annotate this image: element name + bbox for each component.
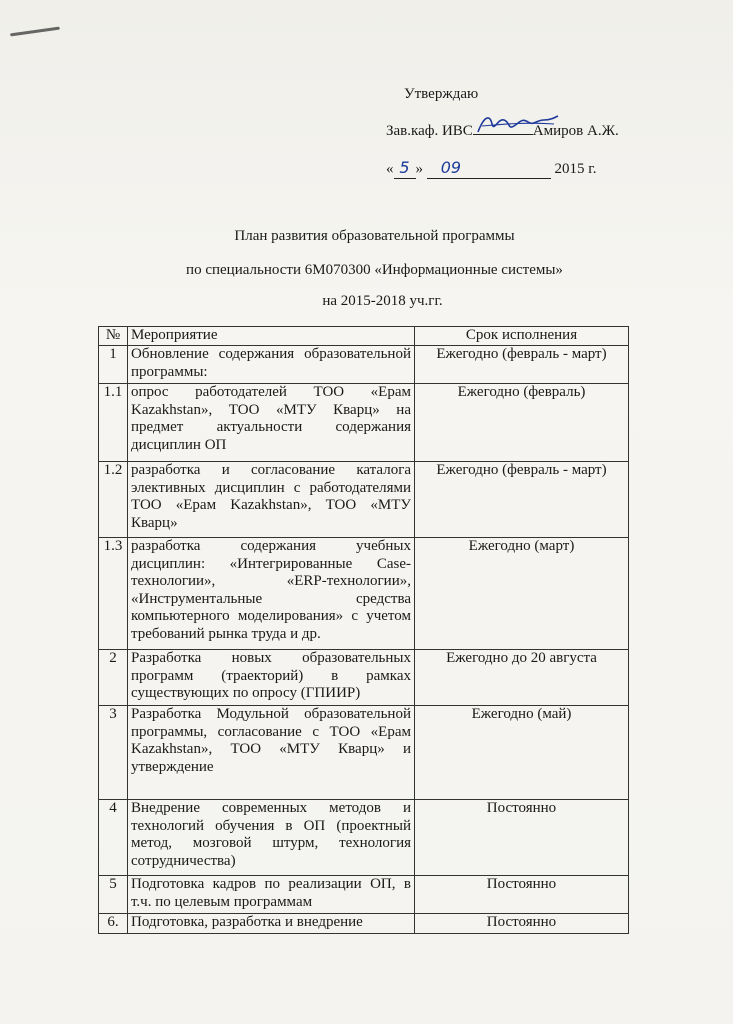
row-activity: Разработка Модульной образовательной программы, согласование с ТОО «Ерам Kazakhstan», ТОО «МТУ Кварц» и утверждение xyxy=(128,706,415,800)
header-num: № xyxy=(99,327,128,346)
row-num: 1.3 xyxy=(99,538,128,650)
approver-position: Зав.каф. ИВС xyxy=(386,123,473,139)
row-activity: Подготовка, разработка и внедрение xyxy=(128,914,415,934)
row-term: Ежегодно (май) xyxy=(415,706,629,800)
row-num: 6. xyxy=(99,914,128,934)
row-term: Ежегодно (март) xyxy=(415,538,629,650)
table-row xyxy=(99,538,629,650)
table-row xyxy=(99,650,629,706)
row-term: Ежегодно (февраль - март) xyxy=(415,346,629,384)
row-num: 4 xyxy=(99,800,128,876)
header-activity: Мероприятие xyxy=(128,327,415,346)
plan-years: на 2015-2018 уч.гг. xyxy=(322,293,443,309)
plan-specialty: по специальности 6М070300 «Информационные системы» xyxy=(186,262,563,278)
row-num: 5 xyxy=(99,876,128,914)
approver-name: Амиров А.Ж. xyxy=(532,123,619,139)
plan-table xyxy=(98,326,629,934)
row-term: Ежегодно (февраль) xyxy=(415,384,629,462)
table-row xyxy=(99,876,629,914)
row-term: Постоянно xyxy=(415,800,629,876)
row-term: Ежегодно до 20 августа xyxy=(415,650,629,706)
plan-title: План развития образовательной программы xyxy=(234,228,515,244)
approve-label: Утверждаю xyxy=(404,86,479,102)
pen-mark xyxy=(10,27,60,37)
row-activity: Внедрение современных методов и технологий обучения в ОП (проектный метод, мозговой штурм, технология сотрудничества) xyxy=(128,800,415,876)
date-open-quote: « xyxy=(386,161,394,177)
date-day: 5 xyxy=(394,158,416,179)
table-header-row xyxy=(99,327,629,346)
row-num: 3 xyxy=(99,706,128,800)
table-row xyxy=(99,384,629,462)
date-month: 09 xyxy=(427,158,551,179)
approval-date xyxy=(386,158,596,179)
row-activity: опрос работодателей ТОО «Ерам Kazakhstan», ТОО «МТУ Кварц» на предмет актуальности содержания дисциплин ОП xyxy=(128,384,415,462)
handwritten-signature xyxy=(474,110,560,140)
row-num: 1.1 xyxy=(99,384,128,462)
date-close-quote: » xyxy=(415,161,423,177)
row-term: Ежегодно (февраль - март) xyxy=(415,462,629,538)
table-row xyxy=(99,346,629,384)
header-term: Срок исполнения xyxy=(415,327,629,346)
table-row xyxy=(99,462,629,538)
row-activity: Обновление содержания образовательной программы: xyxy=(128,346,415,384)
table-row xyxy=(99,800,629,876)
row-activity: Разработка новых образовательных программ (траекторий) в рамках существующих по опросу (ГПИИР) xyxy=(128,650,415,706)
row-term: Постоянно xyxy=(415,914,629,934)
row-num: 2 xyxy=(99,650,128,706)
row-activity: Подготовка кадров по реализации ОП, в т.ч. по целевым программам xyxy=(128,876,415,914)
row-activity: разработка и согласование каталога элективных дисциплин с работодателями ТОО «Ерам Kazakhstan», ТОО «МТУ Кварц» xyxy=(128,462,415,538)
date-year: 2015 г. xyxy=(554,161,597,177)
row-term: Постоянно xyxy=(415,876,629,914)
table-row xyxy=(99,914,629,934)
row-num: 1 xyxy=(99,346,128,384)
table-row xyxy=(99,706,629,800)
row-num: 1.2 xyxy=(99,462,128,538)
row-activity: разработка содержания учебных дисциплин: «Интегрированные Case-технологии», «ERP-технологии», «Инструментальные средства компьютерного моделирования» с учетом требований рынка труда и др. xyxy=(128,538,415,650)
